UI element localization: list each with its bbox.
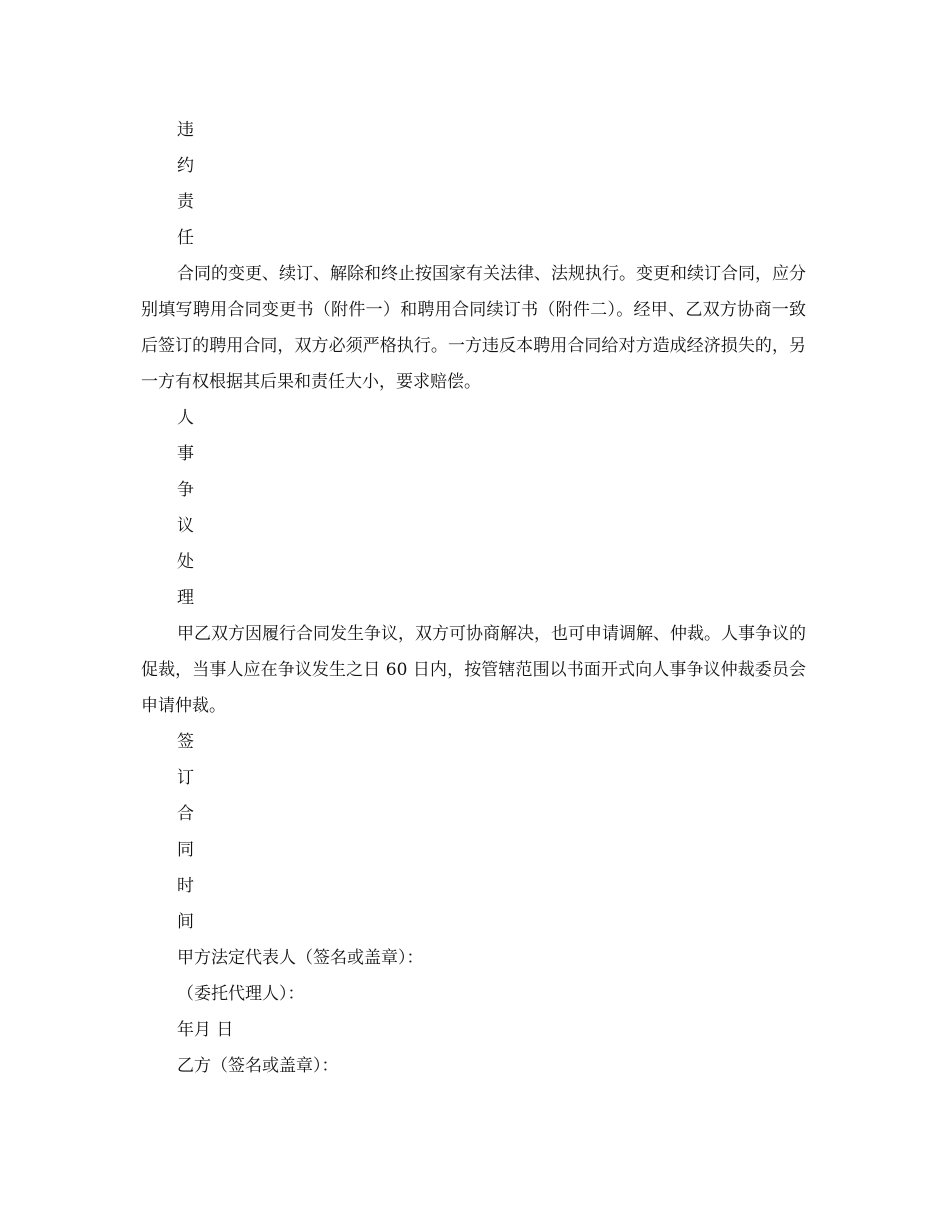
document-content xyxy=(141,112,806,1084)
section-heading-char: 同 xyxy=(177,840,194,860)
section-body-paragraph: 合同的变更、续订、解除和终止按国家有关法律、法规执行。变更和续订合同，应分别填写聘用合同变更书（附件一）和聘用合同续订书（附件二）。经甲、乙双方协商一致后签订的聘用合同，双方必须严格执行。一方违反本聘用合同给对方造成经济损失的，另一方有权根据其后果和责任大小，要求赔偿。 xyxy=(141,264,806,392)
signature-block xyxy=(141,940,806,1084)
section-body-paragraph: 甲乙双方因履行合同发生争议，双方可协商解决，也可申请调解、仲裁。人事争议的促裁，当事人应在争议发生之日 60 日内，按管辖范围以书面开式向人事争议仲裁委员会申请仲裁。 xyxy=(141,624,806,716)
section-heading-char: 人 xyxy=(177,408,194,428)
section-heading-char: 争 xyxy=(177,480,194,500)
section-breach-liability xyxy=(141,112,806,400)
party-a-representative-line: 甲方法定代表人（签名或盖章）： xyxy=(177,948,424,968)
section-heading-char: 签 xyxy=(177,732,194,752)
section-heading-char: 理 xyxy=(177,588,194,608)
section-heading-char: 事 xyxy=(177,444,194,464)
section-heading-char: 处 xyxy=(177,552,194,572)
section-heading-char: 约 xyxy=(177,156,194,176)
section-heading-char: 间 xyxy=(177,912,194,932)
section-signing-time xyxy=(141,724,806,940)
section-heading-char: 时 xyxy=(177,876,194,896)
section-heading-char: 订 xyxy=(177,768,194,788)
section-heading-char: 任 xyxy=(177,228,194,248)
party-b-line: 乙方（签名或盖章）： xyxy=(177,1056,339,1076)
section-dispute-handling xyxy=(141,400,806,724)
section-heading-char: 责 xyxy=(177,192,194,212)
section-heading-char: 违 xyxy=(177,120,194,140)
date-line: 年月 日 xyxy=(177,1020,234,1040)
agent-line: （委托代理人）： xyxy=(177,984,305,1004)
section-heading-char: 合 xyxy=(177,804,194,824)
section-heading-char: 议 xyxy=(177,516,194,536)
